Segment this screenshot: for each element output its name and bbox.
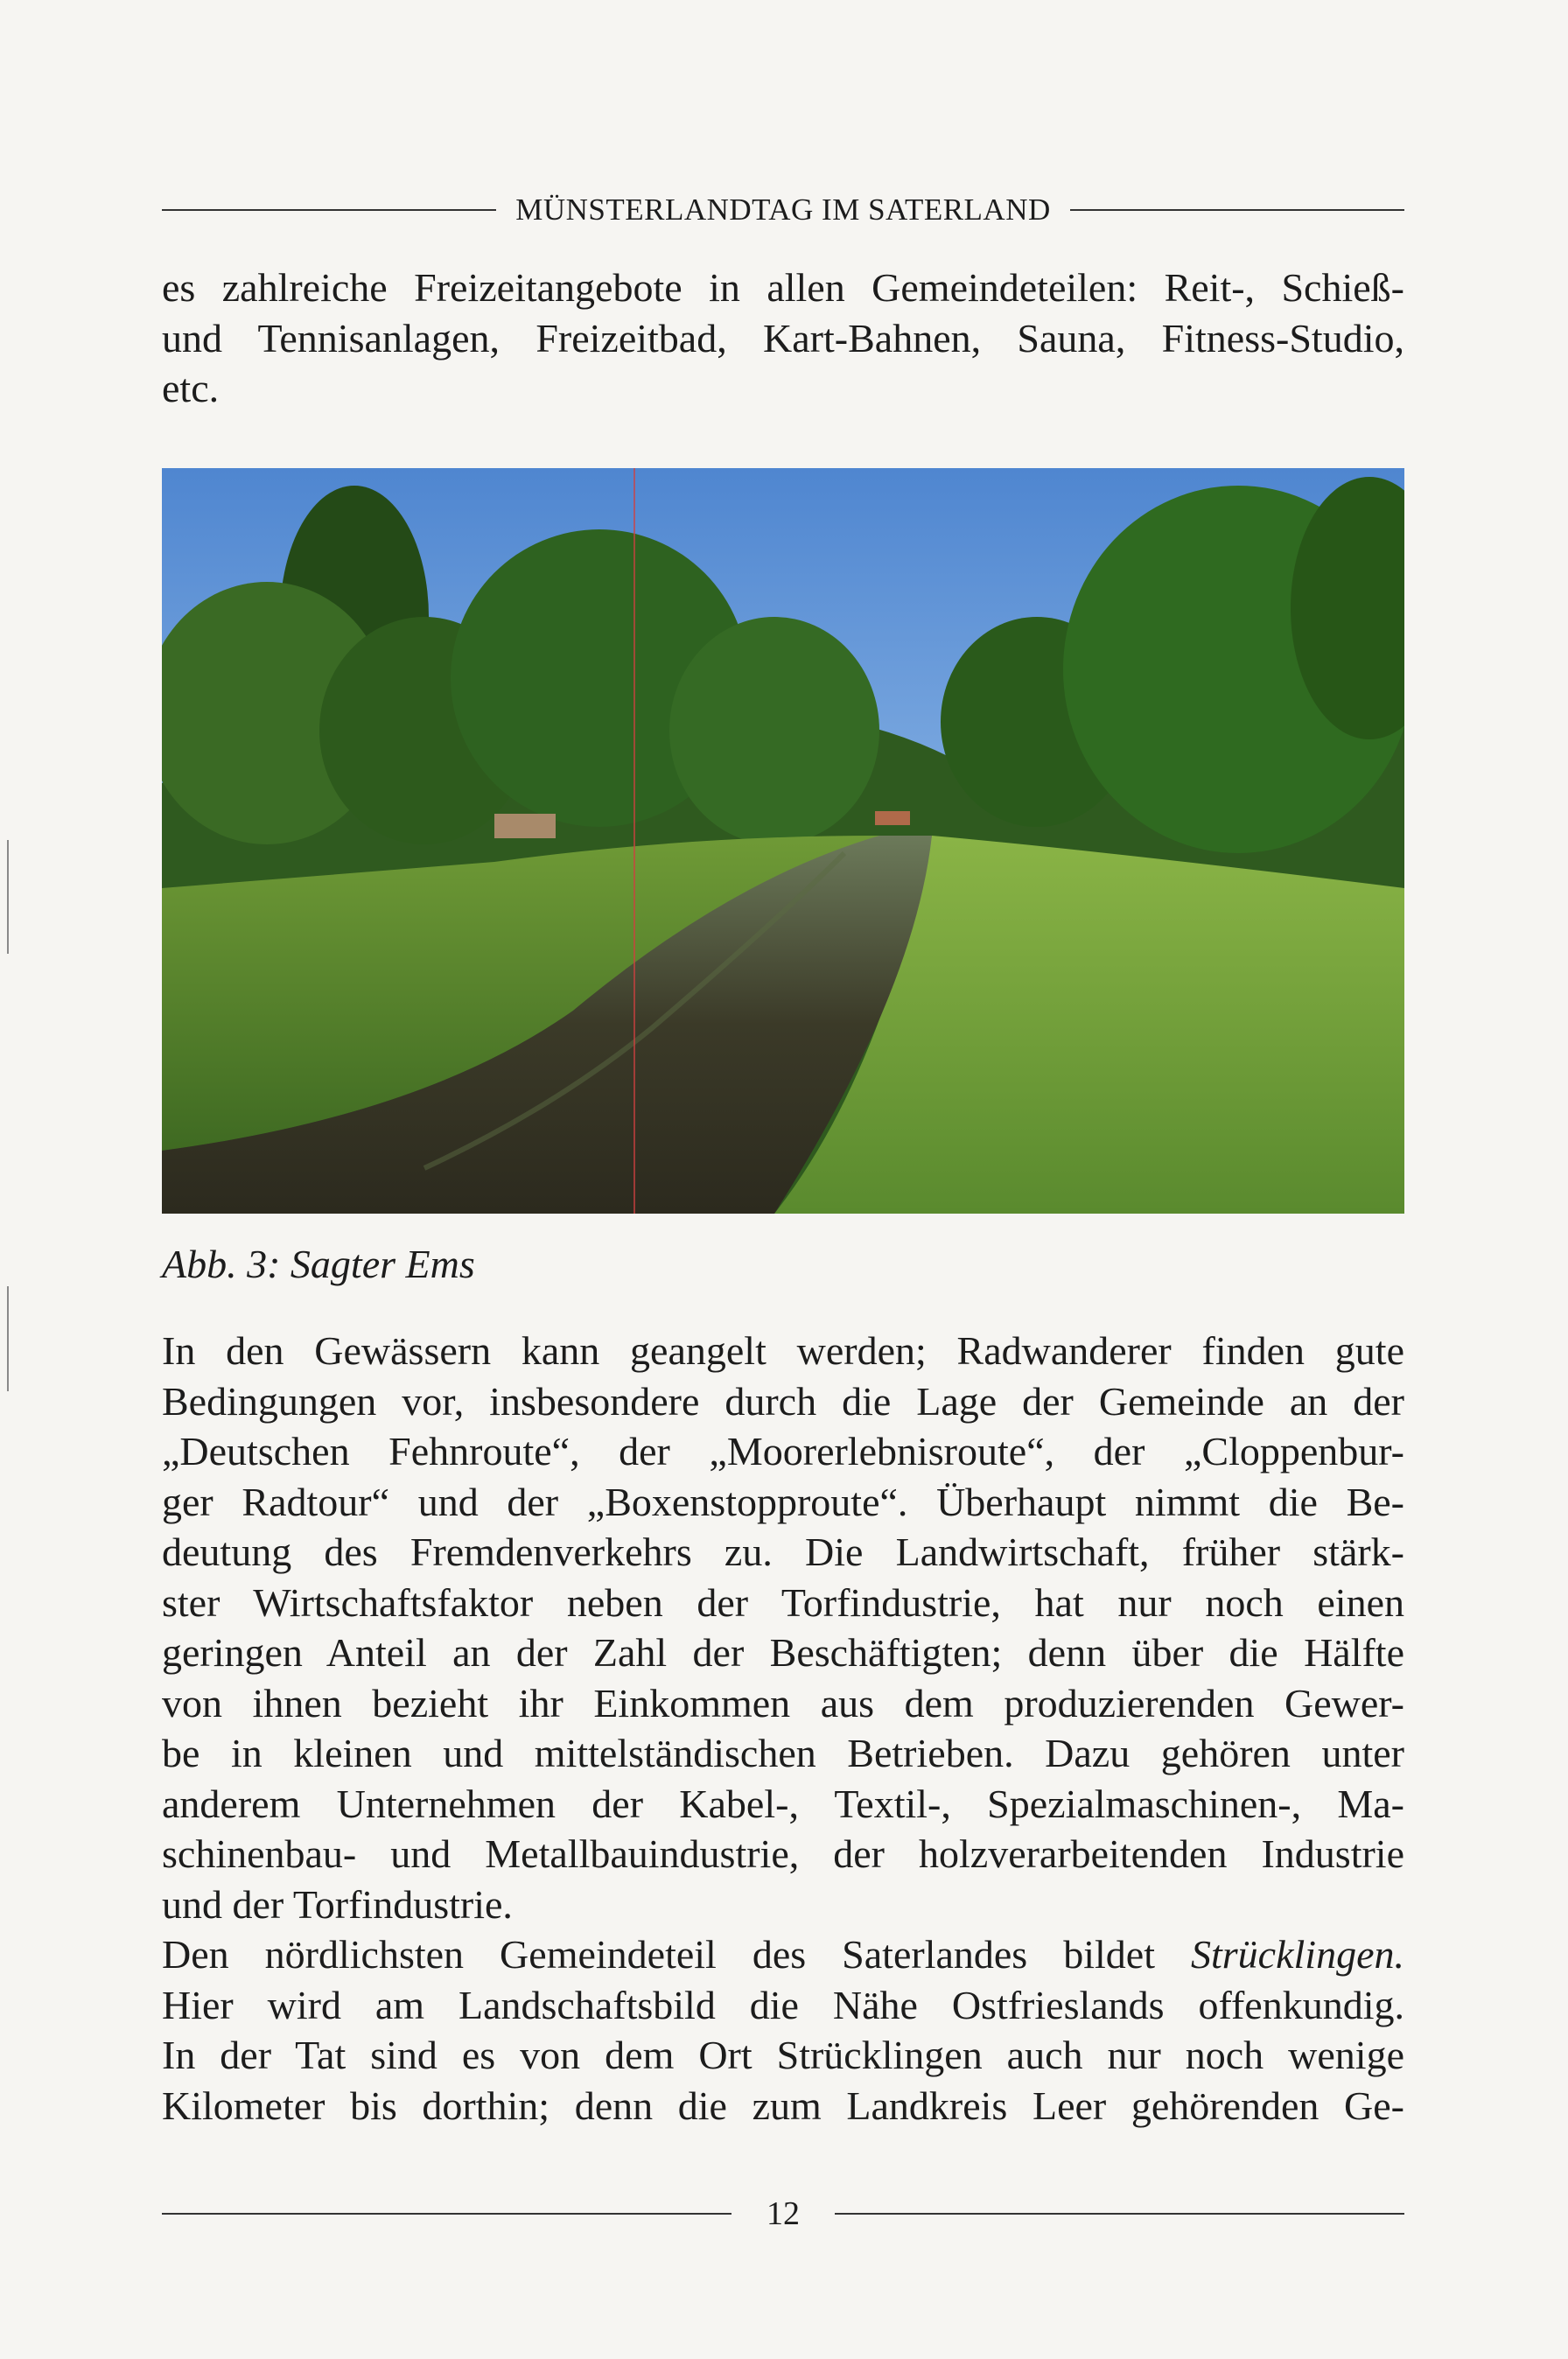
- place-name-struecklingen: Strücklingen.: [1191, 1932, 1404, 1977]
- house: [494, 814, 556, 838]
- text-line: In der Tat sind es von dem Ort Strücklingen auch nur noch wenige: [162, 2033, 1404, 2077]
- text-line: In den Gewässern kann geangelt werden; Radwanderer finden gute: [162, 1328, 1404, 1373]
- text-line: geringen Anteil an der Zahl der Beschäftigten; denn über die Hälfte: [162, 1630, 1404, 1675]
- scan-edge-mark: [7, 1286, 9, 1391]
- intro-paragraph: [162, 262, 1404, 414]
- tree: [669, 617, 879, 844]
- running-head-title: MÜNSTERLANDTAG IM SATERLAND: [515, 192, 1051, 227]
- header-rule-left: [162, 209, 496, 211]
- text-line: Kilometer bis dorthin; denn die zum Landkreis Leer gehörenden Ge-: [162, 2082, 1404, 2128]
- header-rule-right: [1070, 209, 1404, 211]
- page-number: 12: [766, 2195, 800, 2232]
- running-head: [162, 188, 1404, 232]
- scan-edge-mark: [7, 840, 9, 954]
- text-line: „Deutschen Fehnroute“, der „Moorerlebnisroute“, der „Cloppenbur-: [162, 1429, 1404, 1474]
- text-line: schinenbau- und Metallbauindustrie, der holzverarbeitenden Industrie: [162, 1831, 1404, 1876]
- text-line: [162, 1929, 1404, 1980]
- figure-photo-sagter-ems: [162, 468, 1404, 1214]
- canal-landscape-image: [162, 468, 1404, 1214]
- footer-rule-left: [162, 2213, 732, 2215]
- text-line: Hier wird am Landschaftsbild die Nähe Ostfrieslands offenkundig.: [162, 1982, 1404, 2027]
- page-footer: [162, 2188, 1404, 2240]
- text-line: ger Radtour“ und der „Boxenstopproute“. Überhaupt nimmt die Be-: [162, 1479, 1404, 1524]
- text-line: be in kleinen und mittelständischen Betrieben. Dazu gehören unter: [162, 1731, 1404, 1775]
- text-line: und der Torfindustrie.: [162, 1881, 513, 1927]
- text-line: deutung des Fremdenverkehrs zu. Die Landwirtschaft, früher stärk-: [162, 1530, 1404, 1574]
- text-line: und Tennisanlagen, Freizeitbad, Kart-Bahnen, Sauna, Fitness-Studio,: [162, 315, 1404, 360]
- text-line: anderem Unternehmen der Kabel-, Textil-, Spezialmaschinen-, Ma-: [162, 1781, 1404, 1826]
- house: [875, 811, 910, 825]
- text-line: etc.: [162, 366, 220, 410]
- figure-caption: Abb. 3: Sagter Ems: [162, 1242, 475, 1286]
- footer-rule-right: [835, 2213, 1404, 2215]
- text-line: es zahlreiche Freizeitangebote in allen Gemeindeteilen: Reit-, Schieß-: [162, 265, 1404, 310]
- text-line: ster Wirtschaftsfaktor neben der Torfindustrie, hat nur noch einen: [162, 1579, 1404, 1625]
- body-paragraph: [162, 1326, 1404, 1929]
- closing-paragraph: [162, 1929, 1404, 2131]
- text-line: von ihnen bezieht ihr Einkommen aus dem produzierenden Gewer-: [162, 1680, 1404, 1726]
- text-segment: Den nördlichsten Gemeindeteil des Saterlandes bildet: [162, 1932, 1191, 1977]
- text-line: Bedingungen vor, insbesondere durch die Lage der Gemeinde an der: [162, 1378, 1404, 1424]
